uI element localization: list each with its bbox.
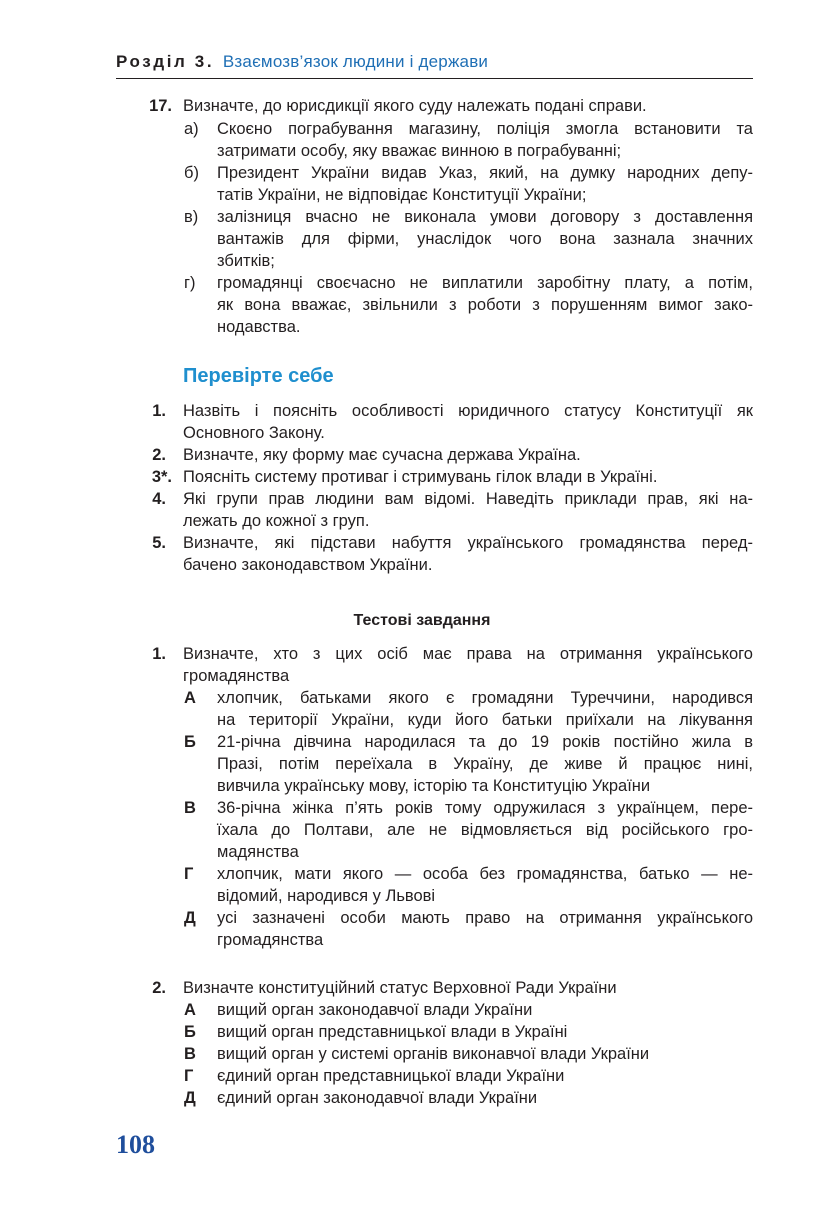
q17-b-line: Президент України видав Указ, який, на думку народних депу-	[217, 164, 753, 182]
q17-a-line: Скоєно пограбування магазину, поліція змогла встановити та	[217, 120, 753, 138]
test-2-option-e-letter: Д	[184, 1089, 196, 1107]
test-1-number: 1.	[152, 645, 166, 663]
check-4-line: лежать до кожної з груп.	[183, 512, 370, 530]
test-1-option-d-line: хлопчик, мати якого — особа без громадянства, батько — не-	[217, 865, 753, 883]
test-2-option-d-letter: Г	[184, 1067, 194, 1085]
q17-d-line: як вона вважає, звільнили з роботи з порушенням вимог зако-	[217, 296, 753, 314]
test-2-option-b-letter: Б	[184, 1023, 196, 1041]
test-1-option-d-letter: Г	[184, 865, 194, 883]
test-1-option-c-line: мадянства	[217, 843, 299, 861]
check-1-number: 1.	[152, 402, 166, 420]
check-4-number: 4.	[152, 490, 166, 508]
test-1-option-b-line: вивчила українську мову, історію та Конституцію України	[217, 777, 651, 795]
check-4-line: Які групи прав людини вам відомі. Наведіть приклади прав, які на-	[183, 490, 753, 508]
test-1-option-e-letter: Д	[184, 909, 196, 927]
q17-c-line: вантажів для фірми, унаслідок чого вона зазнала значних	[217, 230, 753, 248]
q17-c-marker: в)	[184, 208, 199, 226]
tests-heading: Тестові завдання	[353, 612, 491, 629]
test-1-option-c-line: 36-річна жінка п’ять років тому одружилася з українцем, пере-	[217, 799, 753, 817]
section-title: Взаємозв’язок людини і держави	[222, 52, 489, 71]
test-2-option-a-line: вищий орган законодавчої влади України	[217, 1001, 533, 1019]
q17-b-marker: б)	[184, 164, 199, 182]
test-2-option-a-letter: А	[184, 1001, 196, 1019]
test-1-option-e-line: громадянства	[217, 931, 324, 949]
q17-text: Визначте, до юрисдикції якого суду належать подані справи.	[183, 97, 647, 115]
check-5-line: Визначте, які підстави набуття українського громадянства перед-	[183, 534, 753, 552]
section-label: Розділ 3.	[116, 52, 215, 71]
q17-a-line: затримати особу, яку вважає винною в пограбуванні;	[217, 142, 622, 160]
test-1-option-c-letter: В	[184, 799, 196, 817]
test-1-option-e-line: усі зазначені особи мають право на отримання українського	[217, 909, 753, 927]
running-header	[116, 52, 753, 79]
test-2-option-c-line: вищий орган у системі органів виконавчої влади України	[217, 1045, 650, 1063]
test-2-number: 2.	[152, 979, 166, 997]
test-1-option-b-line: Празі, потім переїхала в Україну, де живе й працює нині,	[217, 755, 753, 773]
check-3-line: Поясніть систему противаг і стримувань гілок влади в Україні.	[183, 468, 658, 486]
q17-d-line: нодавства.	[217, 318, 301, 336]
test-1-option-a-line: на території України, куди його батьки приїхали на лікування	[217, 711, 753, 729]
test-1-question-line: Визначте, хто з цих осіб має права на отримання українського	[183, 645, 753, 663]
check-1-line: Основного Закону.	[183, 424, 325, 442]
test-1-option-c-line: їхала до Полтави, але не відмовляється від російського гро-	[217, 821, 753, 839]
check-5-number: 5.	[152, 534, 166, 552]
test-1-option-a-letter: А	[184, 689, 196, 707]
test-1-option-d-line: відомий, народився у Львові	[217, 887, 436, 905]
test-2-option-b-line: вищий орган представницької влади в Україні	[217, 1023, 568, 1041]
check-1-line: Назвіть і поясніть особливості юридичного статусу Конституції як	[183, 402, 753, 420]
test-2-option-e-line: єдиний орган законодавчої влади України	[217, 1089, 538, 1107]
test-2-option-c-letter: В	[184, 1045, 196, 1063]
check-2-number: 2.	[152, 446, 166, 464]
page-number: 108	[116, 1130, 155, 1159]
check-heading: Перевірте себе	[183, 365, 334, 387]
q17-a-marker: а)	[184, 120, 199, 138]
check-3-number: 3*.	[151, 468, 172, 486]
q17-number: 17.	[149, 97, 172, 115]
test-2-option-d-line: єдиний орган представницької влади України	[217, 1067, 565, 1085]
q17-c-line: залізниця вчасно не виконала умови договору з доставлення	[217, 208, 753, 226]
test-1-option-a-line: хлопчик, батьками якого є громадяни Туреччини, народився	[217, 689, 753, 707]
test-1-option-b-line: 21-річна дівчина народилася та до 19 років постійно жила в	[217, 733, 753, 751]
test-1-question-line: громадянства	[183, 667, 290, 685]
q17-d-line: громадянці своєчасно не виплатили заробітну плату, а потім,	[217, 274, 753, 292]
q17-c-line: збитків;	[217, 252, 275, 270]
check-2-line: Визначте, яку форму має сучасна держава Україна.	[183, 446, 581, 464]
test-2-question-line: Визначте конституційний статус Верховної Ради України	[183, 979, 617, 997]
test-1-option-b-letter: Б	[184, 733, 196, 751]
check-5-line: бачено законодавством України.	[183, 556, 433, 574]
q17-b-line: татів України, не відповідає Конституції України;	[217, 186, 587, 204]
q17-d-marker: г)	[184, 274, 196, 292]
